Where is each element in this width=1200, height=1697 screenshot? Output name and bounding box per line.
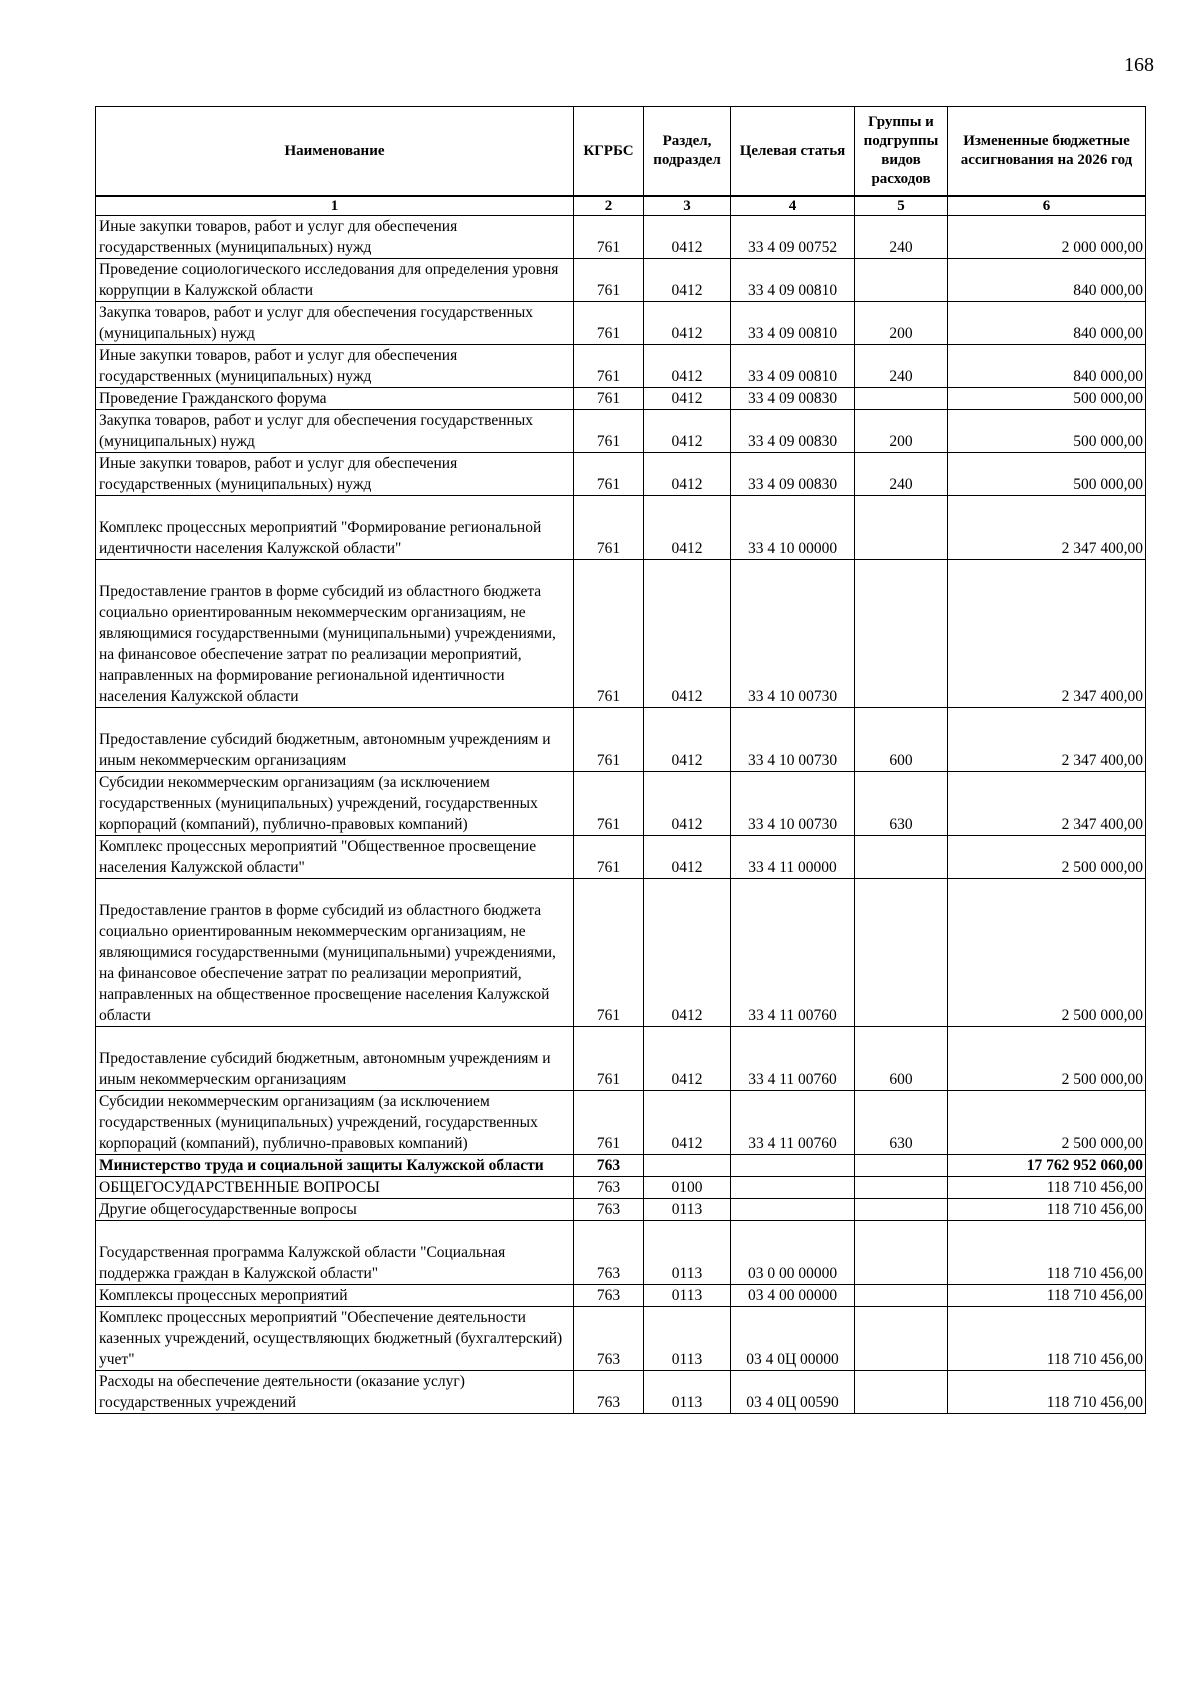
row-target: 33 4 10 00730 xyxy=(731,560,855,708)
header-name: Наименование xyxy=(96,107,574,197)
row-amount: 2 000 000,00 xyxy=(948,216,1146,259)
row-kgrbs: 761 xyxy=(574,879,644,1027)
row-group xyxy=(855,1285,948,1307)
row-kgrbs: 761 xyxy=(574,836,644,879)
budget-table xyxy=(95,106,1146,1414)
row-kgrbs: 761 xyxy=(574,772,644,836)
column-number: 1 xyxy=(96,196,574,216)
row-section: 0412 xyxy=(644,453,731,496)
row-kgrbs: 763 xyxy=(574,1285,644,1307)
table-body xyxy=(96,216,1146,1414)
table-row xyxy=(96,879,1146,1027)
row-kgrbs: 761 xyxy=(574,410,644,453)
row-amount: 2 347 400,00 xyxy=(948,496,1146,560)
row-name: Расходы на обеспечение деятельности (оказание услуг) государственных учреждений xyxy=(96,1371,574,1414)
row-amount: 118 710 456,00 xyxy=(948,1199,1146,1221)
row-target: 33 4 09 00830 xyxy=(731,388,855,410)
table-row xyxy=(96,1371,1146,1414)
row-target: 33 4 09 00810 xyxy=(731,345,855,388)
table-row xyxy=(96,496,1146,560)
table-row xyxy=(96,1221,1146,1285)
row-name: Закупка товаров, работ и услуг для обеспечения государственных (муниципальных) нужд xyxy=(96,302,574,345)
row-target: 33 4 11 00760 xyxy=(731,879,855,1027)
table-row xyxy=(96,1199,1146,1221)
column-number: 3 xyxy=(644,196,731,216)
row-group xyxy=(855,1371,948,1414)
row-target: 33 4 09 00830 xyxy=(731,453,855,496)
row-name: Проведение социологического исследования для определения уровня коррупции в Калужской области xyxy=(96,259,574,302)
row-name: Закупка товаров, работ и услуг для обеспечения государственных (муниципальных) нужд xyxy=(96,410,574,453)
row-target: 33 4 09 00810 xyxy=(731,302,855,345)
row-amount: 118 710 456,00 xyxy=(948,1285,1146,1307)
row-group xyxy=(855,1155,948,1177)
row-amount: 118 710 456,00 xyxy=(948,1221,1146,1285)
row-amount: 840 000,00 xyxy=(948,345,1146,388)
page-number: 168 xyxy=(1124,54,1154,76)
table-row xyxy=(96,259,1146,302)
row-kgrbs: 763 xyxy=(574,1371,644,1414)
row-kgrbs: 763 xyxy=(574,1177,644,1199)
row-target: 03 4 0Ц 00000 xyxy=(731,1307,855,1371)
row-target: 33 4 10 00000 xyxy=(731,496,855,560)
table-row xyxy=(96,388,1146,410)
row-target: 03 4 0Ц 00590 xyxy=(731,1371,855,1414)
row-section: 0412 xyxy=(644,772,731,836)
row-section: 0412 xyxy=(644,836,731,879)
row-target: 33 4 11 00760 xyxy=(731,1091,855,1155)
row-section: 0412 xyxy=(644,302,731,345)
row-section: 0113 xyxy=(644,1221,731,1285)
row-group: 240 xyxy=(855,345,948,388)
row-kgrbs: 761 xyxy=(574,345,644,388)
row-group: 200 xyxy=(855,302,948,345)
row-section: 0412 xyxy=(644,216,731,259)
table-header-row xyxy=(96,107,1146,197)
row-group xyxy=(855,879,948,1027)
row-amount: 500 000,00 xyxy=(948,388,1146,410)
table-row xyxy=(96,772,1146,836)
table-row xyxy=(96,1285,1146,1307)
row-name: Проведение Гражданского форума xyxy=(96,388,574,410)
row-kgrbs: 761 xyxy=(574,560,644,708)
row-target: 33 4 11 00000 xyxy=(731,836,855,879)
row-name: Предоставление грантов в форме субсидий из областного бюджета социально ориентированным некоммерческим организациям, не являющимися государственными (муниципальными) учреждениями, на финансовое обеспечение затрат по реализации мероприятий, направленных на формирование региональной идентичности населения Калужской области xyxy=(96,560,574,708)
column-number-row xyxy=(96,196,1146,216)
row-target: 33 4 10 00730 xyxy=(731,772,855,836)
row-amount: 2 500 000,00 xyxy=(948,1091,1146,1155)
row-group xyxy=(855,836,948,879)
row-group: 240 xyxy=(855,216,948,259)
row-name: Иные закупки товаров, работ и услуг для обеспечения государственных (муниципальных) нужд xyxy=(96,453,574,496)
table-row xyxy=(96,1091,1146,1155)
row-group: 630 xyxy=(855,1091,948,1155)
row-section: 0412 xyxy=(644,1091,731,1155)
row-amount: 118 710 456,00 xyxy=(948,1307,1146,1371)
row-group xyxy=(855,1221,948,1285)
row-name: Комплекс процессных мероприятий "Формирование региональной идентичности населения Калужской области" xyxy=(96,496,574,560)
header-section: Раздел, подраздел xyxy=(644,107,731,197)
row-kgrbs: 761 xyxy=(574,453,644,496)
row-section: 0113 xyxy=(644,1307,731,1371)
row-amount: 2 500 000,00 xyxy=(948,1027,1146,1091)
row-amount: 118 710 456,00 xyxy=(948,1177,1146,1199)
row-kgrbs: 761 xyxy=(574,216,644,259)
row-section: 0113 xyxy=(644,1371,731,1414)
row-target: 33 4 09 00752 xyxy=(731,216,855,259)
row-name: Комплексы процессных мероприятий xyxy=(96,1285,574,1307)
column-number: 4 xyxy=(731,196,855,216)
table-row xyxy=(96,1027,1146,1091)
row-group: 630 xyxy=(855,772,948,836)
row-amount: 17 762 952 060,00 xyxy=(948,1155,1146,1177)
row-group xyxy=(855,388,948,410)
row-amount: 2 347 400,00 xyxy=(948,708,1146,772)
row-name: Предоставление субсидий бюджетным, автономным учреждениям и иным некоммерческим организациям xyxy=(96,708,574,772)
row-name: Иные закупки товаров, работ и услуг для обеспечения государственных (муниципальных) нужд xyxy=(96,345,574,388)
row-kgrbs: 761 xyxy=(574,302,644,345)
row-name: Другие общегосударственные вопросы xyxy=(96,1199,574,1221)
header-groups: Группы и подгруппы видов расходов xyxy=(855,107,948,197)
row-group xyxy=(855,560,948,708)
row-section xyxy=(644,1155,731,1177)
row-name: Субсидии некоммерческим организациям (за исключением государственных (муниципальных) учреждений, государственных корпораций (компаний), публично-правовых компаний) xyxy=(96,772,574,836)
row-target xyxy=(731,1155,855,1177)
row-group xyxy=(855,496,948,560)
row-kgrbs: 763 xyxy=(574,1199,644,1221)
header-kgrbs: КГРБС xyxy=(574,107,644,197)
row-kgrbs: 761 xyxy=(574,259,644,302)
row-target: 33 4 11 00760 xyxy=(731,1027,855,1091)
header-amount: Измененные бюджетные ассигнования на 2026 год xyxy=(948,107,1146,197)
row-kgrbs: 761 xyxy=(574,1091,644,1155)
row-amount: 840 000,00 xyxy=(948,259,1146,302)
row-section: 0412 xyxy=(644,345,731,388)
row-group: 200 xyxy=(855,410,948,453)
row-section: 0412 xyxy=(644,708,731,772)
row-section: 0113 xyxy=(644,1285,731,1307)
row-name: Предоставление грантов в форме субсидий из областного бюджета социально ориентированным некоммерческим организациям, не являющимися государственными (муниципальными) учреждениями, на финансовое обеспечение затрат по реализации мероприятий, направленных на общественное просвещение населения Калужской области xyxy=(96,879,574,1027)
row-kgrbs: 761 xyxy=(574,1027,644,1091)
row-kgrbs: 761 xyxy=(574,388,644,410)
row-target: 33 4 10 00730 xyxy=(731,708,855,772)
row-section: 0113 xyxy=(644,1199,731,1221)
row-name: Государственная программа Калужской области "Социальная поддержка граждан в Калужской области" xyxy=(96,1221,574,1285)
row-section: 0412 xyxy=(644,259,731,302)
column-number: 6 xyxy=(948,196,1146,216)
row-target xyxy=(731,1199,855,1221)
row-amount: 118 710 456,00 xyxy=(948,1371,1146,1414)
row-section: 0100 xyxy=(644,1177,731,1199)
table-row xyxy=(96,216,1146,259)
row-amount: 840 000,00 xyxy=(948,302,1146,345)
row-group: 600 xyxy=(855,708,948,772)
row-name: Министерство труда и социальной защиты Калужской области xyxy=(96,1155,574,1177)
row-group xyxy=(855,1177,948,1199)
table-row xyxy=(96,410,1146,453)
row-section: 0412 xyxy=(644,560,731,708)
table-row xyxy=(96,1307,1146,1371)
row-kgrbs: 761 xyxy=(574,708,644,772)
row-amount: 2 500 000,00 xyxy=(948,836,1146,879)
row-target xyxy=(731,1177,855,1199)
row-name: Субсидии некоммерческим организациям (за исключением государственных (муниципальных) учреждений, государственных корпораций (компаний), публично-правовых компаний) xyxy=(96,1091,574,1155)
row-section: 0412 xyxy=(644,410,731,453)
table-row xyxy=(96,1155,1146,1177)
row-group: 600 xyxy=(855,1027,948,1091)
row-amount: 2 347 400,00 xyxy=(948,772,1146,836)
row-target: 03 0 00 00000 xyxy=(731,1221,855,1285)
table-row xyxy=(96,708,1146,772)
row-section: 0412 xyxy=(644,1027,731,1091)
row-group xyxy=(855,1307,948,1371)
table-row xyxy=(96,836,1146,879)
column-number: 5 xyxy=(855,196,948,216)
row-section: 0412 xyxy=(644,388,731,410)
header-target: Целевая статья xyxy=(731,107,855,197)
row-target: 33 4 09 00830 xyxy=(731,410,855,453)
table-row xyxy=(96,453,1146,496)
row-group xyxy=(855,1199,948,1221)
table-row xyxy=(96,345,1146,388)
row-amount: 500 000,00 xyxy=(948,410,1146,453)
row-amount: 500 000,00 xyxy=(948,453,1146,496)
row-name: Комплекс процессных мероприятий "Обеспечение деятельности казенных учреждений, осуществляющих бюджетный (бухгалтерский) учет" xyxy=(96,1307,574,1371)
table-row xyxy=(96,302,1146,345)
row-kgrbs: 763 xyxy=(574,1221,644,1285)
row-section: 0412 xyxy=(644,879,731,1027)
row-amount: 2 347 400,00 xyxy=(948,560,1146,708)
row-target: 03 4 00 00000 xyxy=(731,1285,855,1307)
column-number: 2 xyxy=(574,196,644,216)
table-row xyxy=(96,560,1146,708)
row-section: 0412 xyxy=(644,496,731,560)
row-kgrbs: 763 xyxy=(574,1307,644,1371)
row-name: Комплекс процессных мероприятий "Общественное просвещение населения Калужской области" xyxy=(96,836,574,879)
row-group: 240 xyxy=(855,453,948,496)
row-name: ОБЩЕГОСУДАРСТВЕННЫЕ ВОПРОСЫ xyxy=(96,1177,574,1199)
row-kgrbs: 763 xyxy=(574,1155,644,1177)
row-amount: 2 500 000,00 xyxy=(948,879,1146,1027)
row-kgrbs: 761 xyxy=(574,496,644,560)
row-target: 33 4 09 00810 xyxy=(731,259,855,302)
row-group xyxy=(855,259,948,302)
row-name: Иные закупки товаров, работ и услуг для обеспечения государственных (муниципальных) нужд xyxy=(96,216,574,259)
row-name: Предоставление субсидий бюджетным, автономным учреждениям и иным некоммерческим организациям xyxy=(96,1027,574,1091)
table-row xyxy=(96,1177,1146,1199)
